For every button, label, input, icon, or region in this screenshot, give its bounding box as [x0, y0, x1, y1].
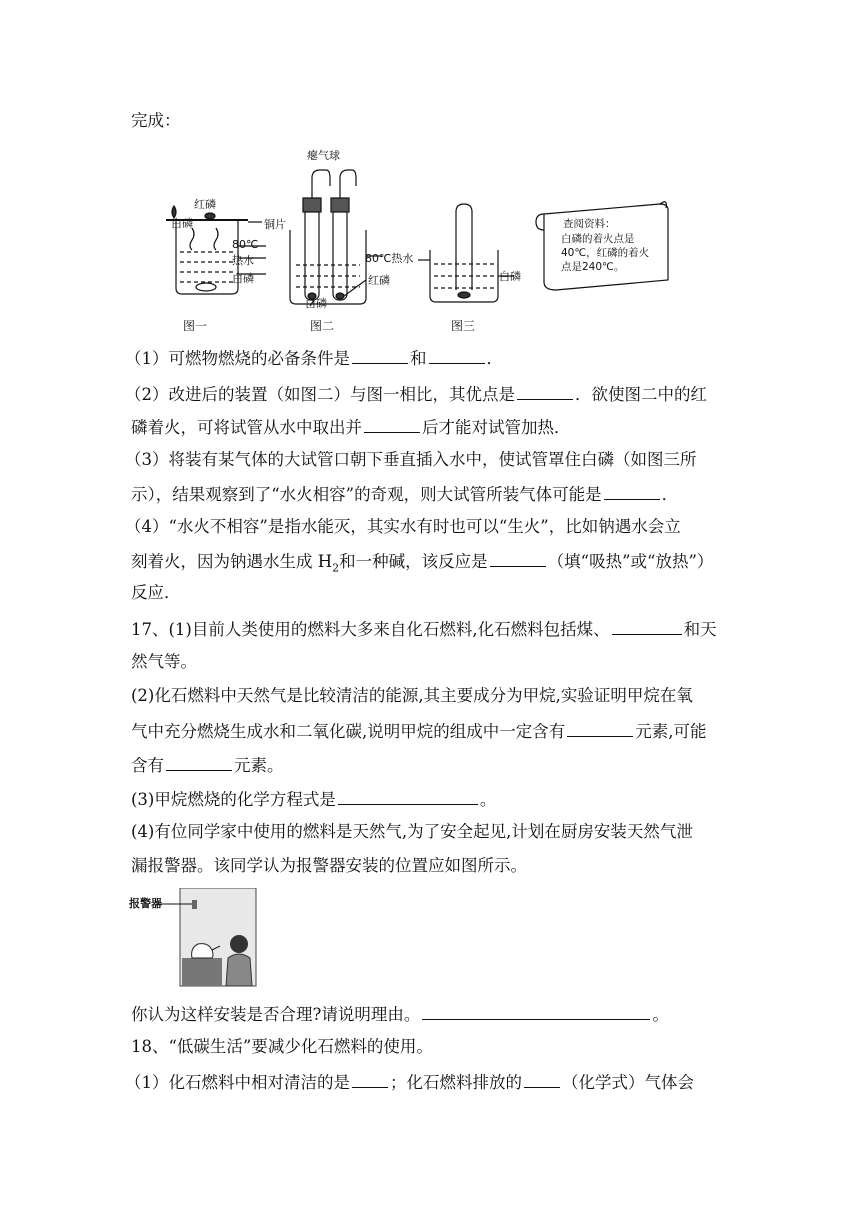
fig2-label-hot-water: 80℃热水: [365, 252, 414, 265]
q17-line6: (3)甲烷燃烧的化学方程式是 。: [131, 787, 496, 811]
answer-blank[interactable]: [422, 1002, 650, 1020]
q18-line2: （1）化石燃料中相对清洁的是 ；化石燃料排放的 （化学式）气体会: [125, 1070, 694, 1094]
note-line-2: 40℃，红磷的着火: [561, 247, 650, 259]
q16-part3-line1: （3）将装有某气体的大试管口朝下垂直插入水中，使试管罩住白磷（如图三所: [125, 450, 697, 469]
note-line-1: 白磷的着火点是: [561, 233, 635, 245]
fig1-label-hot-water: 热水: [232, 254, 254, 267]
answer-blank[interactable]: [612, 617, 682, 635]
fig1-label-copper: 铜片: [264, 218, 286, 231]
answer-blank[interactable]: [352, 346, 408, 364]
fig2-caption: 图二: [310, 319, 335, 333]
fig3-label-white-p: 白磷: [499, 270, 521, 283]
q16-part4-line2: 刻着火，因为钠遇水生成 $H_2$和一种碱，该反应是 （填“吸热”或“放热”）: [131, 549, 713, 579]
q17-line3: (2)化石燃料中天然气是比较清洁的能源,其主要成分为甲烷,实验证明甲烷在氧: [131, 686, 693, 705]
q17-line5: 含有 元素。: [131, 753, 284, 777]
fig1-caption: 图一: [183, 319, 208, 333]
intro-text: 完成：: [131, 111, 181, 130]
q18-line1: 18、“低碳生活”要减少化石燃料的使用。: [131, 1037, 433, 1056]
q17-line7: (4)有位同学家中使用的燃料是天然气,为了安全起见,计划在厨房安装天然气泄: [131, 822, 693, 841]
q16-part1: （1）可燃物燃烧的必备条件是 和 ．: [125, 346, 503, 370]
note-line-3: 点是240℃。: [561, 261, 625, 273]
answer-blank[interactable]: [604, 482, 660, 500]
fig1-label-temp: 80℃: [232, 238, 259, 251]
fig2-label-white-p: 白磷: [305, 297, 327, 310]
q16-part2-line1: （2）改进后的装置（如图二）与图一相比，其优点是 ．欲使图二中的红: [125, 382, 707, 406]
fig3-caption: 图三: [451, 319, 476, 333]
fig1-label-red-p: 红磷: [194, 198, 216, 211]
answer-blank[interactable]: [429, 346, 485, 364]
fig1-label-white-p-bottom: 白磷: [232, 272, 254, 285]
q16-part2-line2: 磷着火，可将试管从水中取出并 后才能对试管加热．: [131, 415, 571, 439]
answer-blank[interactable]: [338, 787, 478, 805]
fig2-label-balloon: 瘪气球: [307, 149, 340, 162]
q17-line2: 然气等。: [131, 652, 197, 671]
fig1-label-white-p: 白磷: [171, 217, 193, 230]
fig2-label-red-p: 红磷: [368, 274, 390, 287]
answer-blank[interactable]: [517, 382, 573, 400]
alarm-label: 报警器: [129, 897, 162, 910]
q17-line1: 17、(1)目前人类使用的燃料大多来自化石燃料,化石燃料包括煤、 和天: [131, 617, 717, 641]
answer-blank[interactable]: [166, 753, 232, 771]
answer-blank[interactable]: [567, 719, 633, 737]
q16-part3-line2: 示），结果观察到了“水火相容”的奇观，则大试管所装气体可能是 ．: [131, 482, 678, 506]
answer-blank[interactable]: [352, 1070, 388, 1088]
answer-blank[interactable]: [364, 415, 420, 433]
answer-blank[interactable]: [524, 1070, 560, 1088]
answer-blank[interactable]: [490, 549, 546, 567]
q17-line9: 你认为这样安装是否合理?请说明理由。 。: [131, 1002, 669, 1026]
q17-line8: 漏报警器。该同学认为报警器安装的位置应如图所示。: [131, 856, 527, 875]
q17-line4: 气中充分燃烧生成水和二氧化碳,说明甲烷的组成中一定含有 元素,可能: [131, 719, 707, 743]
q16-part4-line3: 反应．: [131, 583, 181, 602]
note-title: 查阅资料：: [563, 218, 616, 230]
q16-part4-line1: （4）“水火不相容”是指水能灭，其实水有时也可以“生火”，比如钠遇水会立: [125, 517, 681, 536]
